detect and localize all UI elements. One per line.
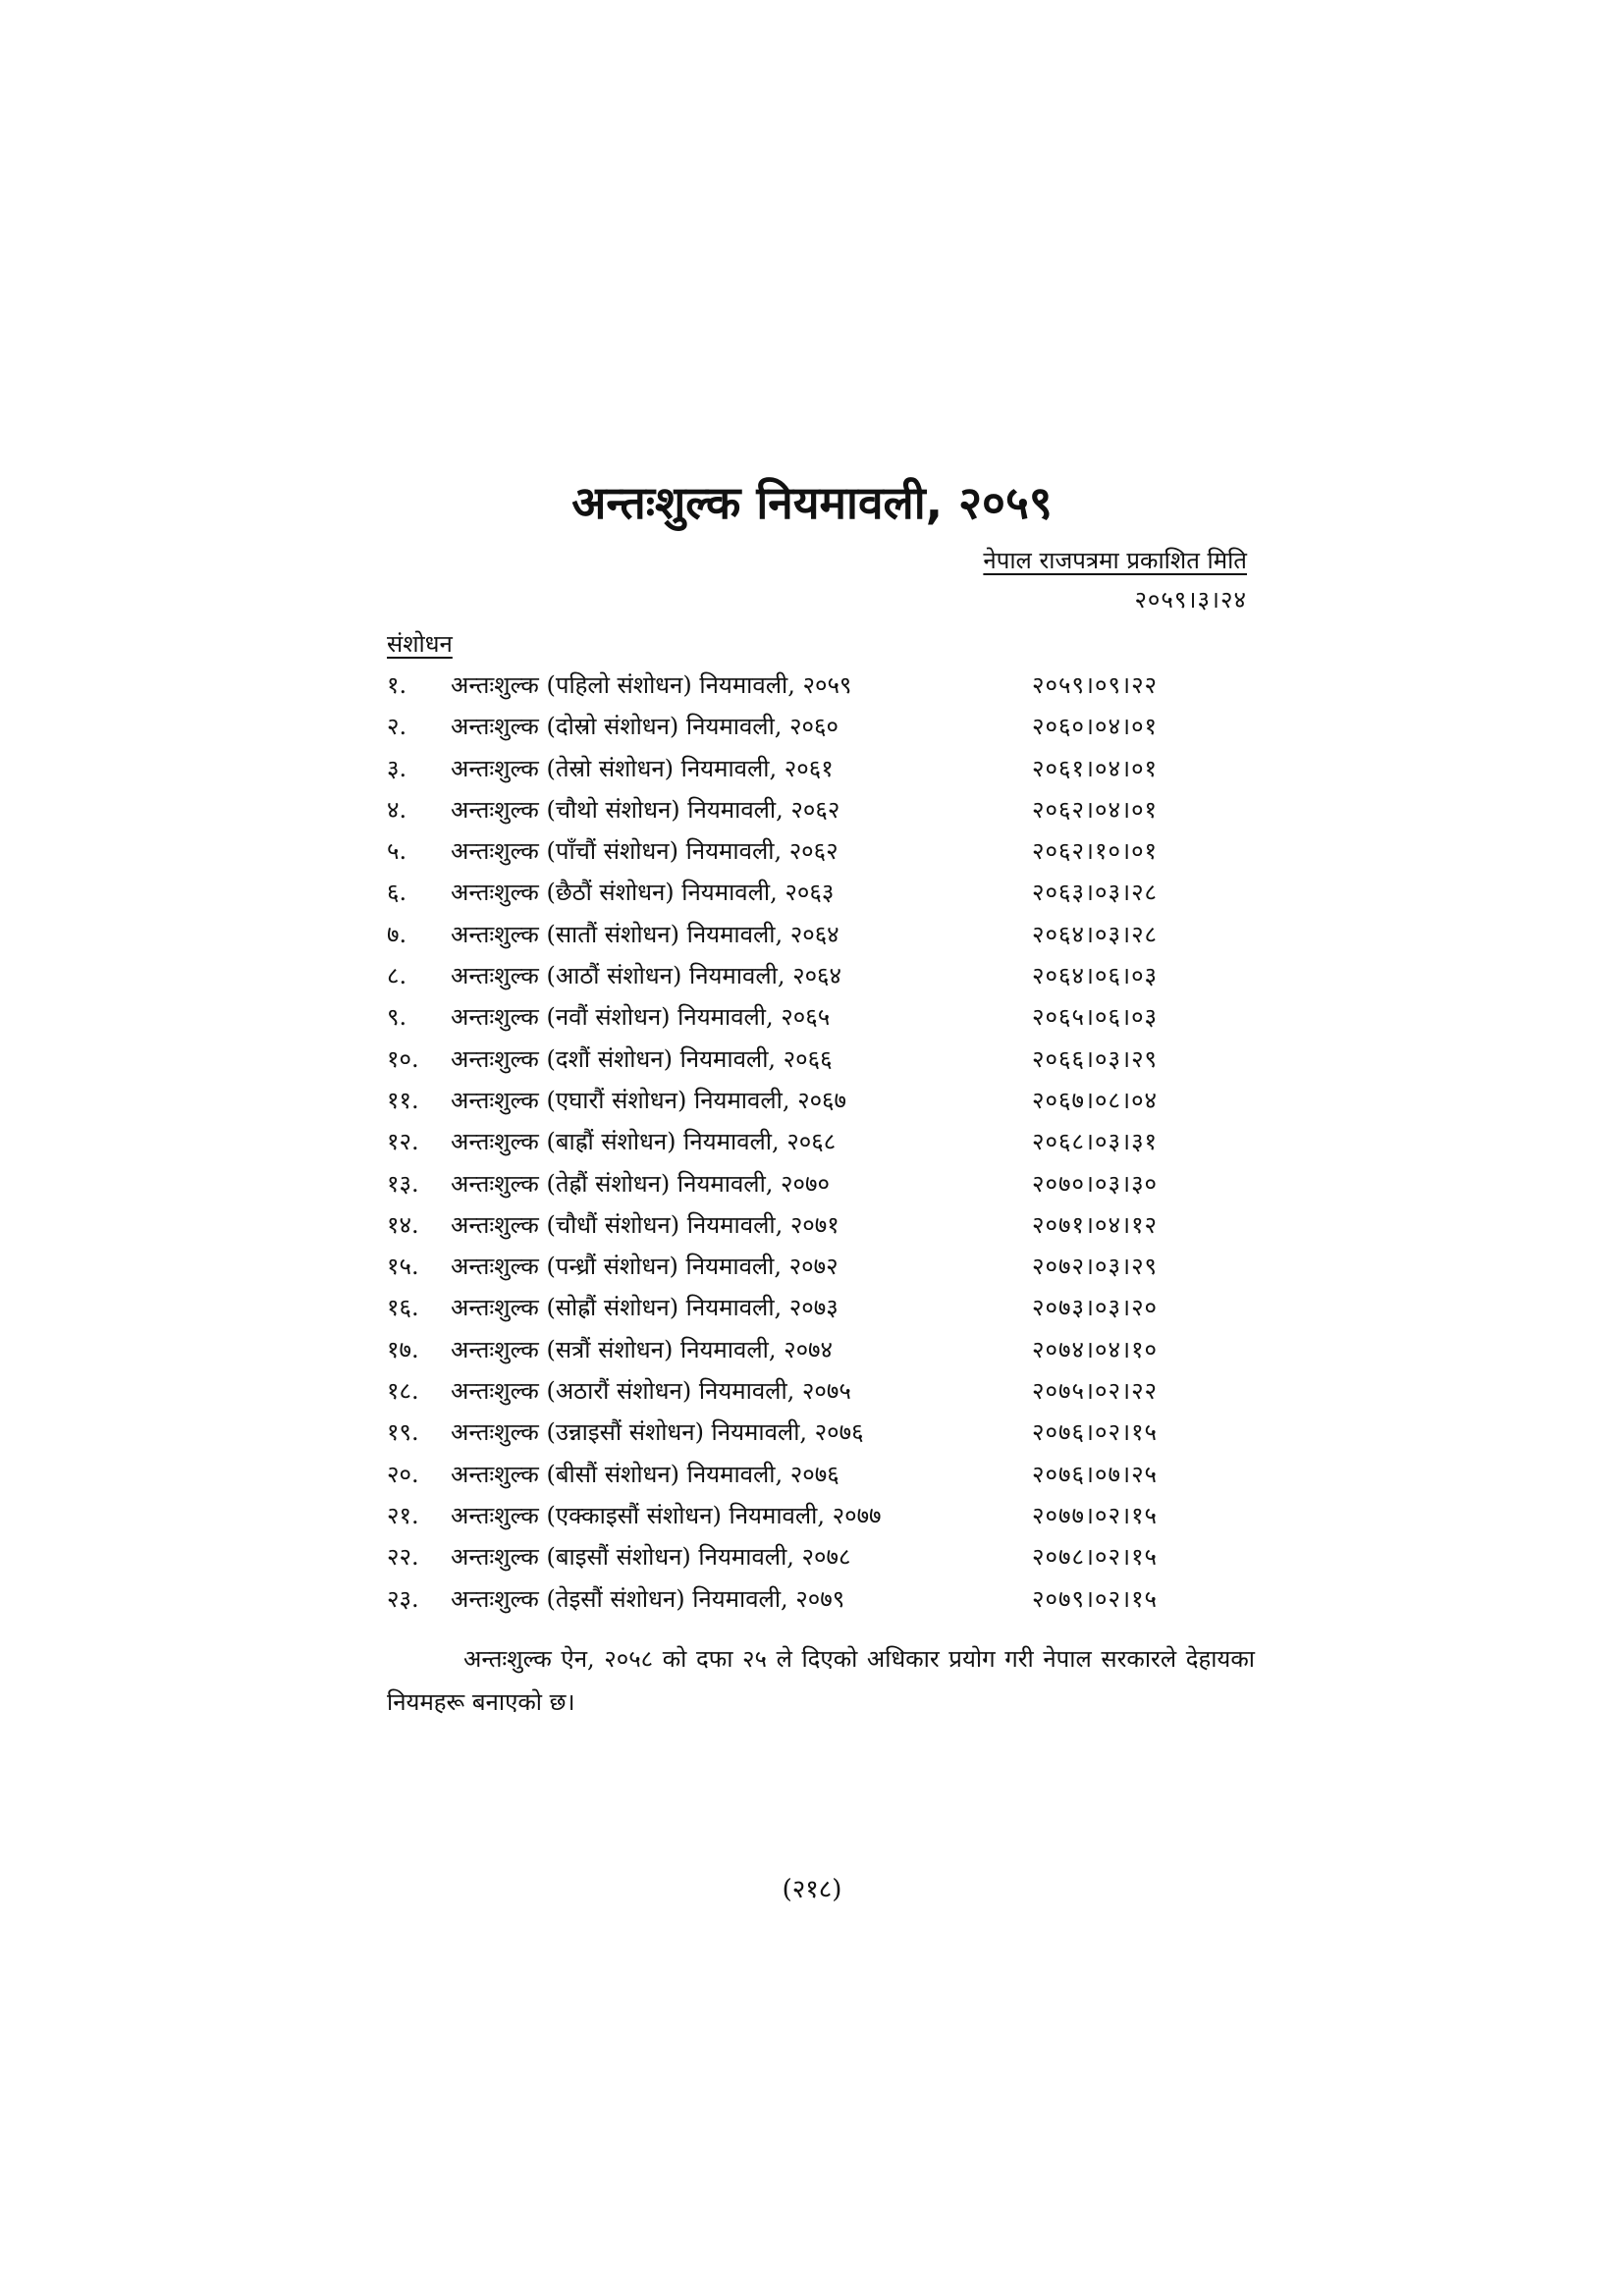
amendment-date: २०७९।०२।१५ [1032, 1584, 1159, 1613]
amendment-row [387, 1581, 1251, 1623]
gazette-publication-label: नेपाल राजपत्रमा प्रकाशित मिति [983, 547, 1247, 574]
amendment-title: अन्तःशुल्क (पहिलो संशोधन) नियमावली, २०५९ [451, 671, 852, 699]
amendments-heading: संशोधन [387, 630, 453, 658]
document-title: अन्तःशुल्क नियमावली, २०५९ [571, 476, 1053, 529]
amendment-row [387, 751, 1251, 792]
amendment-title: अन्तःशुल्क (उन्नाइसौं संशोधन) नियमावली, २०७६ [451, 1418, 864, 1447]
amendment-row [387, 1290, 1251, 1331]
amendment-number: ९. [387, 1003, 407, 1032]
amendment-title: अन्तःशुल्क (सोह्रौं संशोधन) नियमावली, २०७३ [451, 1294, 839, 1322]
amendment-title: अन्तःशुल्क (सातौं संशोधन) नियमावली, २०६४ [451, 920, 839, 948]
amendment-number: १०. [387, 1044, 419, 1073]
amendment-title: अन्तःशुल्क (एक्काइसौं संशोधन) नियमावली, २०७७ [451, 1501, 882, 1529]
amendment-title: अन्तःशुल्क (दशौं संशोधन) नियमावली, २०६६ [451, 1044, 833, 1073]
amendment-row [387, 999, 1251, 1041]
amendment-title: अन्तःशुल्क (तेस्रो संशोधन) नियमावली, २०६१ [451, 754, 834, 782]
amendment-row [387, 1373, 1251, 1415]
amendment-number: २०. [387, 1460, 419, 1488]
amendment-row [387, 1498, 1251, 1539]
amendment-row [387, 792, 1251, 833]
amendment-number: १२. [387, 1128, 419, 1156]
amendment-row [387, 1249, 1251, 1290]
amendment-date: २०७०।०३।३० [1032, 1169, 1159, 1198]
amendment-date: २०७५।०२।२२ [1032, 1377, 1159, 1406]
amendment-number: १३. [387, 1169, 419, 1198]
amendment-row [387, 709, 1251, 750]
amendment-title: अन्तःशुल्क (सत्रौं संशोधन) नियमावली, २०७४ [451, 1335, 834, 1363]
amendment-date: २०७७।०२।१५ [1032, 1501, 1159, 1529]
amendment-date: २०७१।०४।१२ [1032, 1210, 1159, 1239]
amendment-number: ६. [387, 879, 407, 907]
amendment-number: १४. [387, 1210, 419, 1239]
amendment-date: २०६३।०३।२८ [1032, 879, 1159, 907]
amendment-row [387, 917, 1251, 958]
amendment-number: ८. [387, 962, 407, 990]
amendment-date: २०६२।०४।०१ [1032, 795, 1159, 824]
preamble-paragraph: अन्तःशुल्क ऐन, २०५८ को दफा २५ ले दिएको अधिकार प्रयोग गरी नेपाल सरकारले देहायका नियमहरू बनाएको छ। [387, 1645, 1255, 1716]
amendment-number: ४. [387, 795, 407, 824]
amendment-date: २०५९।०९।२२ [1032, 671, 1159, 699]
page-number: (२१८) [782, 1875, 842, 1904]
amendment-date: २०७६।०२।१५ [1032, 1418, 1159, 1447]
amendment-date: २०७३।०३।२० [1032, 1294, 1159, 1322]
amendment-title: अन्तःशुल्क (चौथो संशोधन) नियमावली, २०६२ [451, 795, 840, 824]
amendment-number: २. [387, 713, 407, 741]
amendment-date: २०६६।०३।२९ [1032, 1044, 1159, 1073]
amendment-title: अन्तःशुल्क (पाँचौं संशोधन) नियमावली, २०६२ [451, 837, 839, 866]
amendment-date: २०७४।०४।१० [1032, 1335, 1159, 1363]
amendment-row [387, 1124, 1251, 1165]
gazette-publication-date: २०५९।३।२४ [1134, 586, 1247, 614]
amendment-number: ११. [387, 1086, 419, 1114]
amendment-number: २१. [387, 1501, 419, 1529]
amendment-title: अन्तःशुल्क (तेह्रौं संशोधन) नियमावली, २०७० [451, 1169, 830, 1198]
amendment-row [387, 1083, 1251, 1124]
amendment-number: ५. [387, 837, 407, 866]
amendment-title: अन्तःशुल्क (आठौं संशोधन) नियमावली, २०६४ [451, 962, 842, 990]
amendment-date: २०६७।०८।०४ [1032, 1086, 1159, 1114]
amendment-date: २०६८।०३।३१ [1032, 1128, 1159, 1156]
amendment-row [387, 1457, 1251, 1498]
amendment-date: २०७६।०७।२५ [1032, 1460, 1159, 1488]
amendment-row [387, 1415, 1251, 1456]
amendment-title: अन्तःशुल्क (छैठौं संशोधन) नियमावली, २०६३ [451, 879, 835, 907]
amendment-title: अन्तःशुल्क (बाइसौं संशोधन) नियमावली, २०७८ [451, 1543, 851, 1572]
amendment-date: २०६४।०३।२८ [1032, 920, 1159, 948]
amendments-list [387, 667, 1251, 1623]
amendment-number: १८. [387, 1377, 419, 1406]
amendment-number: २३. [387, 1584, 419, 1613]
amendment-date: २०६४।०६।०३ [1032, 962, 1159, 990]
amendment-number: १. [387, 671, 407, 699]
amendment-number: ३. [387, 754, 407, 782]
amendment-title: अन्तःशुल्क (नवौं संशोधन) नियमावली, २०६५ [451, 1003, 831, 1032]
amendment-title: अन्तःशुल्क (बीसौं संशोधन) नियमावली, २०७६ [451, 1460, 839, 1488]
amendment-row [387, 1207, 1251, 1249]
amendment-date: २०६०।०४।०१ [1032, 713, 1159, 741]
amendment-title: अन्तःशुल्क (चौधौं संशोधन) नियमावली, २०७१ [451, 1210, 839, 1239]
amendment-number: १६. [387, 1294, 419, 1322]
amendment-date: २०६१।०४।०१ [1032, 754, 1159, 782]
amendment-row [387, 667, 1251, 709]
amendment-title: अन्तःशुल्क (दोस्रो संशोधन) नियमावली, २०६० [451, 713, 839, 741]
amendment-title: अन्तःशुल्क (अठारौं संशोधन) नियमावली, २०७५ [451, 1377, 851, 1406]
amendment-number: १७. [387, 1335, 419, 1363]
amendment-row [387, 1332, 1251, 1373]
amendment-number: १९. [387, 1418, 419, 1447]
amendment-title: अन्तःशुल्क (बाह्रौं संशोधन) नियमावली, २०६८ [451, 1128, 837, 1156]
amendment-number: १५. [387, 1253, 419, 1281]
amendment-row [387, 875, 1251, 916]
amendment-date: २०७२।०३।२९ [1032, 1253, 1159, 1281]
amendment-number: ७. [387, 920, 407, 948]
amendment-row [387, 1166, 1251, 1207]
amendment-row [387, 1041, 1251, 1083]
amendment-title: अन्तःशुल्क (एघारौं संशोधन) नियमावली, २०६७ [451, 1086, 847, 1114]
amendment-number: २२. [387, 1543, 419, 1572]
amendment-row [387, 958, 1251, 999]
amendment-row [387, 833, 1251, 875]
amendment-date: २०६५।०६।०३ [1032, 1003, 1159, 1032]
amendment-row [387, 1539, 1251, 1580]
amendment-date: २०७८।०२।१५ [1032, 1543, 1159, 1572]
amendment-date: २०६२।१०।०१ [1032, 837, 1159, 866]
amendment-title: अन्तःशुल्क (पन्ध्रौं संशोधन) नियमावली, २०७२ [451, 1253, 839, 1281]
amendment-title: अन्तःशुल्क (तेइसौं संशोधन) नियमावली, २०७९ [451, 1584, 845, 1613]
